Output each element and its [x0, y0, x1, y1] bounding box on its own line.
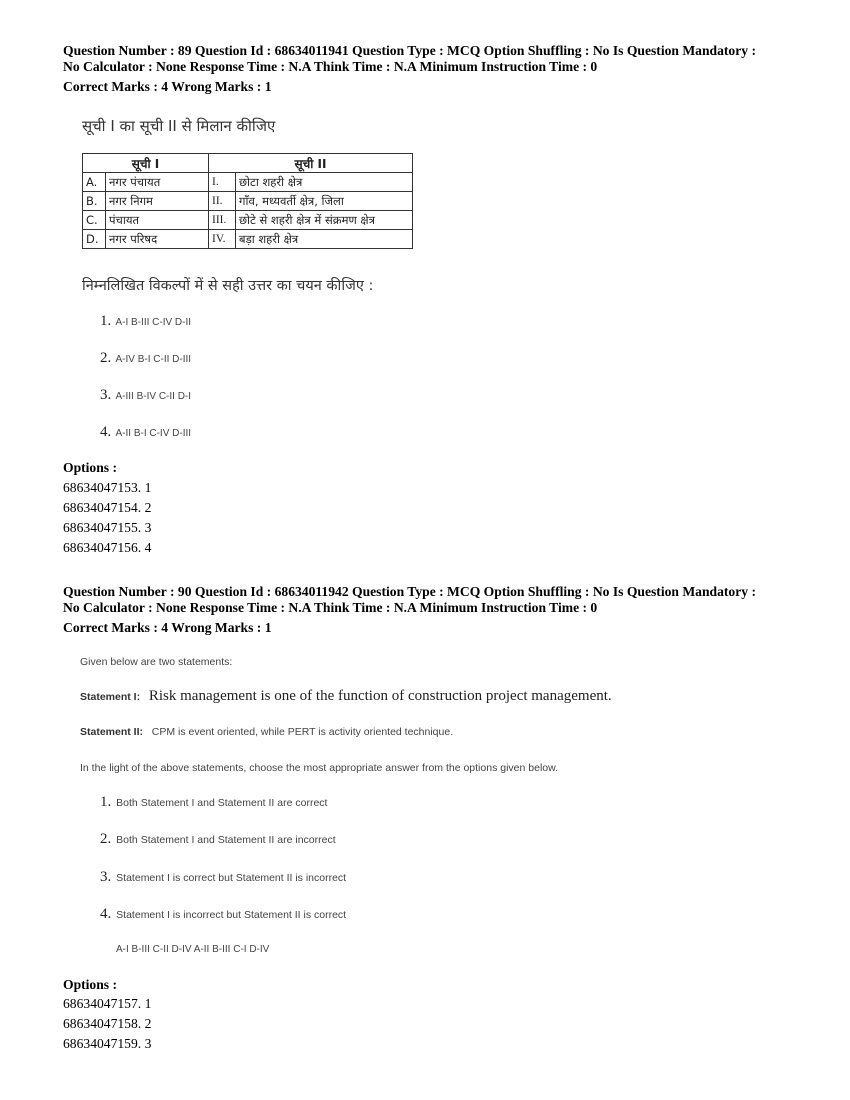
- choice-text: A-III B-IV C-II D-I: [115, 391, 192, 402]
- q89-option: 68634047153. 1: [63, 480, 152, 495]
- table-row: [83, 211, 413, 230]
- row-value: नगर परिषद: [106, 230, 209, 249]
- statement-1-label: Statement I:: [80, 691, 141, 703]
- choice-text: A-I B-III C-IV D-II: [115, 317, 192, 328]
- q90-header-line2: No Calculator : None Response Time : N.A Think Time : N.A Minimum Instruction Time : 0: [63, 600, 598, 615]
- choice-number: 2.: [100, 831, 112, 847]
- choice-text: A-IV B-I C-II D-III: [115, 354, 192, 365]
- statement-2-text: CPM is event oriented, while PERT is activity oriented technique.: [151, 726, 454, 738]
- choice-number: 3.: [100, 387, 112, 403]
- q90-option: 68634047157. 1: [63, 996, 152, 1011]
- choice-number: 1.: [100, 794, 112, 810]
- q89-option: 68634047155. 3: [63, 520, 152, 535]
- q90-instruction: In the light of the above statements, choose the most appropriate answer from the options given below.: [80, 762, 559, 774]
- q89-options-label: Options :: [63, 460, 118, 475]
- choice-text: Both Statement I and Statement II are incorrect: [116, 834, 336, 846]
- table-row: [83, 192, 413, 211]
- q89-choice: [100, 424, 191, 441]
- row-key: D.: [83, 230, 106, 249]
- q90-marks: Correct Marks : 4 Wrong Marks : 1: [63, 620, 272, 635]
- row-key2: II.: [209, 192, 236, 211]
- col2-header: सूची II: [209, 154, 413, 173]
- table-row: [83, 230, 413, 249]
- row-key: A.: [83, 173, 106, 192]
- q89-instruction: निम्नलिखित विकल्पों में से सही उत्तर का चयन कीजिए :: [82, 278, 374, 294]
- choice-number: 2.: [100, 350, 112, 366]
- q90-header-line1: Question Number : 90 Question Id : 68634011942 Question Type : MCQ Option Shuffling : No Is Question Mandatory :: [63, 584, 756, 599]
- row-value2: छोटे से शहरी क्षेत्र में संक्रमण क्षेत्र: [236, 211, 413, 230]
- q90-option: 68634047158. 2: [63, 1016, 152, 1031]
- q90-intro: Given below are two statements:: [80, 656, 233, 668]
- q90-choice: [100, 831, 336, 848]
- q89-header-line1: Question Number : 89 Question Id : 68634011941 Question Type : MCQ Option Shuffling : No Is Question Mandatory :: [63, 43, 756, 58]
- row-key: B.: [83, 192, 106, 211]
- q89-question-image: [80, 112, 460, 447]
- q89-choice: [100, 387, 191, 404]
- row-key2: IV.: [209, 230, 236, 249]
- row-key2: I.: [209, 173, 236, 192]
- table-header-row: [83, 154, 413, 173]
- q90-statement-2: [80, 726, 453, 738]
- q89-header-line2: No Calculator : None Response Time : N.A Think Time : N.A Minimum Instruction Time : 0: [63, 59, 598, 74]
- choice-text: Statement I is incorrect but Statement II is correct: [116, 909, 347, 921]
- q90-option: 68634047159. 3: [63, 1036, 152, 1051]
- q89-choice: [100, 350, 191, 367]
- choice-text: A-II B-I C-IV D-III: [115, 428, 192, 439]
- q89-match-title: सूची I का सूची II से मिलान कीजिए: [82, 117, 276, 135]
- choice-number: 1.: [100, 313, 112, 329]
- table-row: [83, 173, 413, 192]
- statement-2-label: Statement II:: [80, 726, 144, 738]
- col1-header: सूची I: [83, 154, 209, 173]
- q90-stray-answer-key: A-I B-III C-II D-IV A-II B-III C-I D-IV: [116, 944, 270, 955]
- row-key: C.: [83, 211, 106, 230]
- q89-match-table: [82, 153, 413, 249]
- statement-1-text: Risk management is one of the function of construction project management.: [148, 688, 612, 704]
- q89-option: 68634047154. 2: [63, 500, 152, 515]
- row-value: नगर पंचायत: [106, 173, 209, 192]
- q90-options-label: Options :: [63, 977, 118, 992]
- row-value2: छोटा शहरी क्षेत्र: [236, 173, 413, 192]
- q90-choice: [100, 906, 346, 923]
- q90-statement-1: [80, 688, 612, 705]
- choice-number: 3.: [100, 869, 112, 885]
- choice-number: 4.: [100, 424, 112, 440]
- row-key2: III.: [209, 211, 236, 230]
- q90-question-image: [80, 648, 680, 968]
- q90-choice: [100, 794, 327, 811]
- q90-choice: [100, 869, 346, 886]
- choice-number: 4.: [100, 906, 112, 922]
- choice-text: Statement I is correct but Statement II is incorrect: [116, 872, 347, 884]
- q89-option: 68634047156. 4: [63, 540, 152, 555]
- q89-choice: [100, 313, 191, 330]
- row-value: पंचायत: [106, 211, 209, 230]
- row-value: नगर निगम: [106, 192, 209, 211]
- q89-marks: Correct Marks : 4 Wrong Marks : 1: [63, 79, 272, 94]
- row-value2: बड़ा शहरी क्षेत्र: [236, 230, 413, 249]
- choice-text: Both Statement I and Statement II are correct: [116, 797, 328, 809]
- row-value2: गाँव, मध्यवर्ती क्षेत्र, जिला: [236, 192, 413, 211]
